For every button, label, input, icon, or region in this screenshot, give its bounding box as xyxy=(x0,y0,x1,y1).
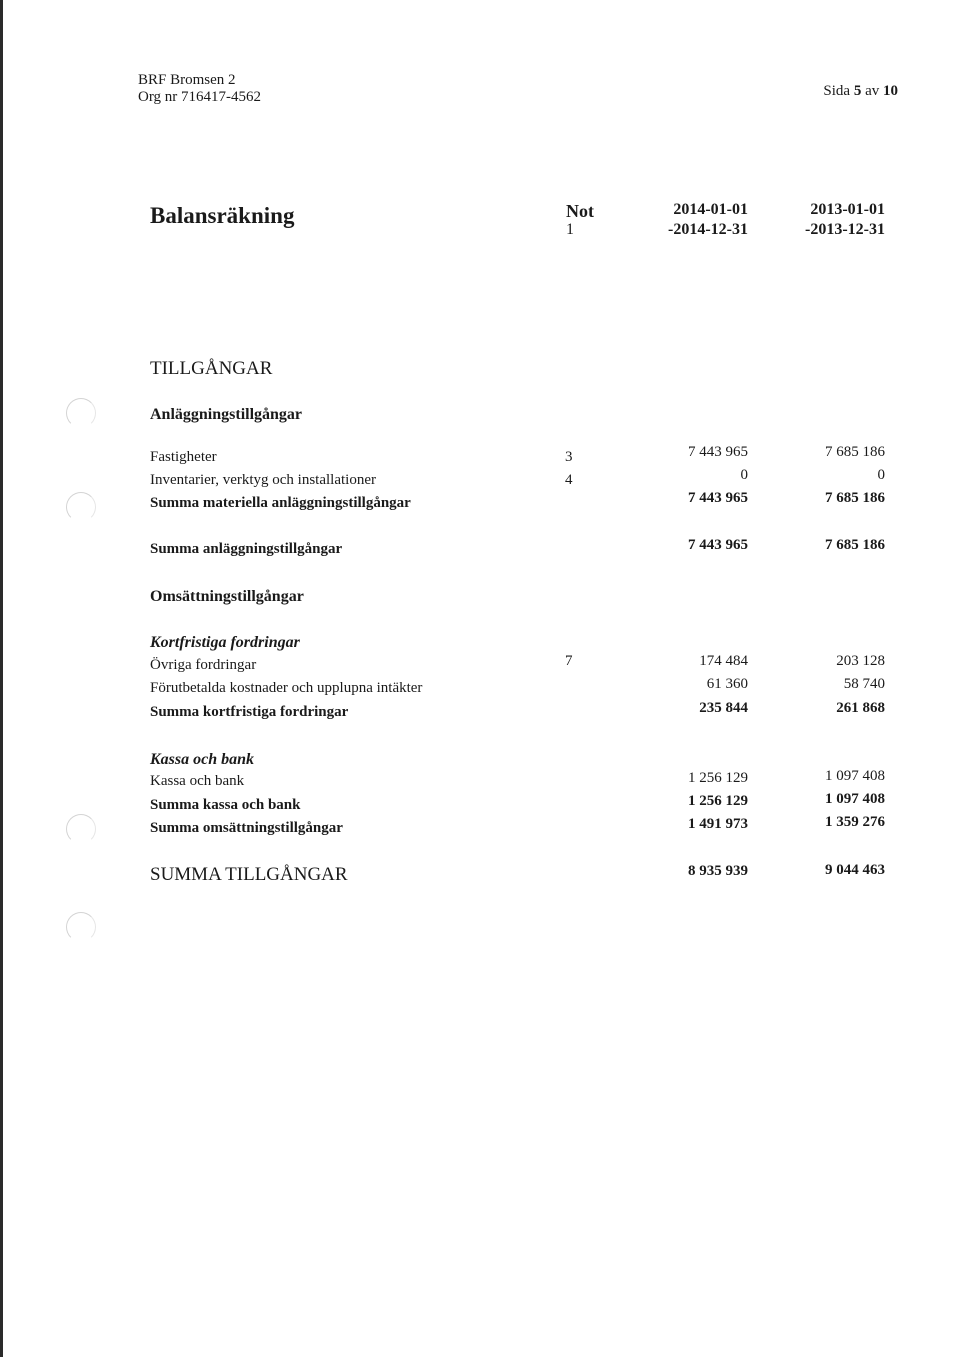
row-value-2014-forutbetalda: 61 360 xyxy=(706,676,748,692)
row-label-fastigheter: Fastigheter xyxy=(150,449,217,465)
period-2013-end: -2013-12-31 xyxy=(805,221,885,238)
scan-page-edge xyxy=(0,0,3,1357)
page-prefix: Sida xyxy=(823,83,851,99)
row-value-2014-summa-anlaggning: 7 443 965 xyxy=(688,537,748,553)
row-label-summa-kassa-bank: Summa kassa och bank xyxy=(150,797,301,813)
punch-hole-mark xyxy=(66,814,96,844)
period-2014-end: -2014-12-31 xyxy=(668,221,748,238)
row-value-2014-fastigheter: 7 443 965 xyxy=(688,444,748,460)
row-value-2014-kassa-bank: 1 256 129 xyxy=(688,770,748,786)
row-value-2013-summa-tillgangar: 9 044 463 xyxy=(825,862,885,878)
row-value-2014-summa-kortfristiga: 235 844 xyxy=(699,700,748,716)
org-number: Org nr 716417-4562 xyxy=(138,89,262,105)
row-value-2013-summa-anlaggning: 7 685 186 xyxy=(825,537,885,553)
row-value-2013-summa-kassa-bank: 1 097 408 xyxy=(825,791,885,807)
row-label-summa-kortfristiga: Summa kortfristiga fordringar xyxy=(150,704,349,720)
punch-hole-mark xyxy=(66,492,96,522)
row-value-2013-inventarier: 0 xyxy=(877,467,885,483)
row-note-inventarier: 4 xyxy=(565,472,573,488)
punch-hole-mark xyxy=(66,398,96,428)
page-title: Balansräkning xyxy=(150,203,295,228)
row-label-summa-omsattning: Summa omsättningstillgångar xyxy=(150,820,343,836)
row-label-summa-anlaggning: Summa anläggningstillgångar xyxy=(150,541,343,557)
row-value-2014-inventarier: 0 xyxy=(740,467,748,483)
row-value-2013-fastigheter: 7 685 186 xyxy=(825,444,885,460)
period-2014-start: 2014-01-01 xyxy=(673,201,748,218)
page-total: 10 xyxy=(883,83,898,99)
punch-hole-mark xyxy=(66,912,96,942)
row-value-2014-summa-omsattning: 1 491 973 xyxy=(688,816,748,832)
row-label-summa-materiella: Summa materiella anläggningstillgångar xyxy=(150,495,411,511)
note-column-header: Not xyxy=(566,201,594,221)
company-name: BRF Bromsen 2 xyxy=(138,72,236,88)
row-note-fastigheter: 3 xyxy=(565,449,573,465)
row-note-ovriga-fordringar: 7 xyxy=(565,653,573,669)
section-fixed-assets: Anläggningstillgångar xyxy=(150,406,303,423)
row-label-inventarier: Inventarier, verktyg och installationer xyxy=(150,472,376,488)
row-value-2014-ovriga-fordringar: 174 484 xyxy=(699,653,748,669)
page-mid: av xyxy=(865,83,880,99)
period-2013-start: 2013-01-01 xyxy=(810,201,885,218)
row-value-2013-summa-omsattning: 1 359 276 xyxy=(825,814,885,830)
row-value-2013-forutbetalda: 58 740 xyxy=(843,676,885,692)
row-value-2014-summa-kassa-bank: 1 256 129 xyxy=(688,793,748,809)
row-value-2013-summa-kortfristiga: 261 868 xyxy=(836,700,885,716)
row-value-2014-summa-tillgangar: 8 935 939 xyxy=(688,863,748,879)
row-value-2014-summa-materiella: 7 443 965 xyxy=(688,490,748,506)
row-value-2013-summa-materiella: 7 685 186 xyxy=(825,490,885,506)
page-indicator xyxy=(780,83,898,100)
section-assets: TILLGÅNGAR xyxy=(150,358,273,379)
row-label-summa-tillgangar: SUMMA TILLGÅNGAR xyxy=(150,864,348,885)
subsection-cash-bank: Kassa och bank xyxy=(150,751,255,768)
row-label-forutbetalda: Förutbetalda kostnader och upplupna intäkter xyxy=(150,680,423,696)
note-reference: 1 xyxy=(566,221,574,238)
row-label-kassa-bank: Kassa och bank xyxy=(150,773,245,789)
subsection-short-receivables: Kortfristiga fordringar xyxy=(150,634,300,651)
row-value-2013-kassa-bank: 1 097 408 xyxy=(825,768,885,784)
page-current: 5 xyxy=(853,83,862,99)
row-value-2013-ovriga-fordringar: 203 128 xyxy=(836,653,885,669)
section-current-assets: Omsättningstillgångar xyxy=(150,588,304,605)
row-label-ovriga-fordringar: Övriga fordringar xyxy=(150,657,257,673)
